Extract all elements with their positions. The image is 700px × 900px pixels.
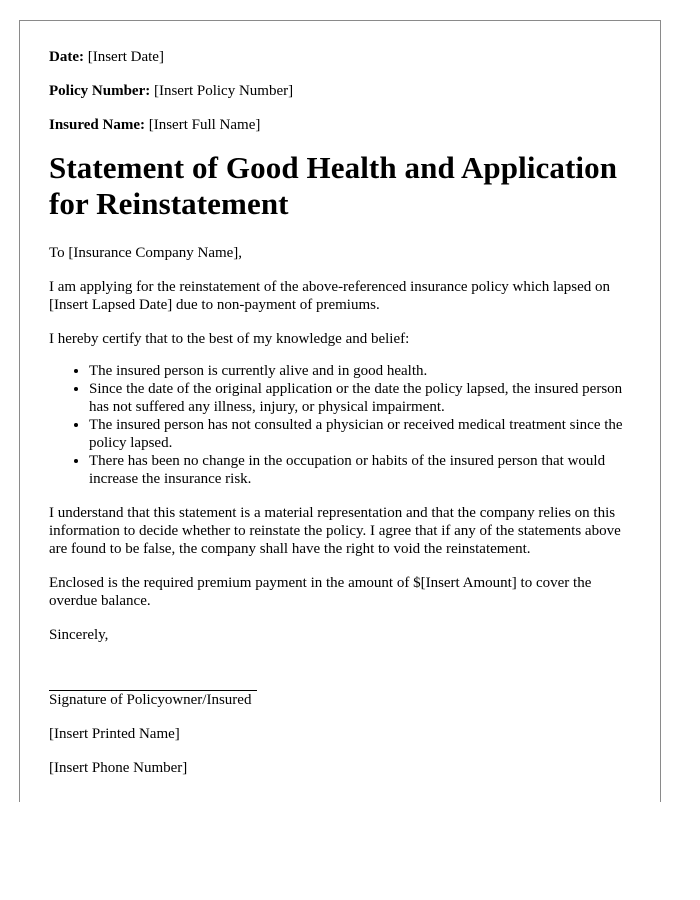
date-label: Date:	[49, 49, 84, 65]
signature-label: Signature of Policyowner/Insured	[49, 692, 252, 708]
letter-content	[49, 48, 639, 793]
insured-name-label: Insured Name:	[49, 117, 145, 133]
understanding-paragraph: I understand that this statement is a material representation and that the company relies on this information to decide whether to reinstate the policy. I agree that if any of the statements above are found to be false, the company shall have the right to void the reinstatement.	[49, 505, 621, 557]
list-item: • The insured person is currently alive and in good health.	[89, 362, 639, 380]
payment-paragraph: Enclosed is the required premium payment in the amount of $[Insert Amount] to cover the overdue balance.	[49, 575, 592, 609]
letter-page	[19, 20, 661, 802]
policy-number-label: Policy Number:	[49, 83, 151, 99]
list-item: • There has been no change in the occupation or habits of the insured person that would increase the insurance risk.	[89, 452, 639, 488]
date-line	[49, 48, 639, 66]
intro-paragraph: I am applying for the reinstatement of the above-referenced insurance policy which lapsed on [Insert Lapsed Date] due to non-payment of premiums.	[49, 279, 611, 313]
policy-number-line	[49, 82, 639, 100]
printed-name: [Insert Printed Name]	[49, 726, 180, 742]
phone-number: [Insert Phone Number]	[49, 760, 188, 776]
list-item: • Since the date of the original application or the date the policy lapsed, the insured person has not suffered any illness, injury, or physical impairment.	[89, 380, 639, 416]
salutation: To [Insurance Company Name],	[49, 245, 243, 261]
sign-off: Sincerely,	[49, 627, 109, 643]
signature-line	[49, 660, 257, 691]
date-value: [Insert Date]	[87, 49, 164, 65]
certify-paragraph: I hereby certify that to the best of my knowledge and belief:	[49, 331, 410, 347]
insured-name-value: [Insert Full Name]	[148, 117, 261, 133]
certification-list	[49, 362, 639, 488]
insured-name-line	[49, 116, 639, 134]
list-item: • The insured person has not consulted a physician or received medical treatment since the policy lapsed.	[89, 416, 639, 452]
policy-number-value: [Insert Policy Number]	[153, 83, 294, 99]
document-title: Statement of Good Health and Application for Reinstatement	[49, 150, 618, 221]
